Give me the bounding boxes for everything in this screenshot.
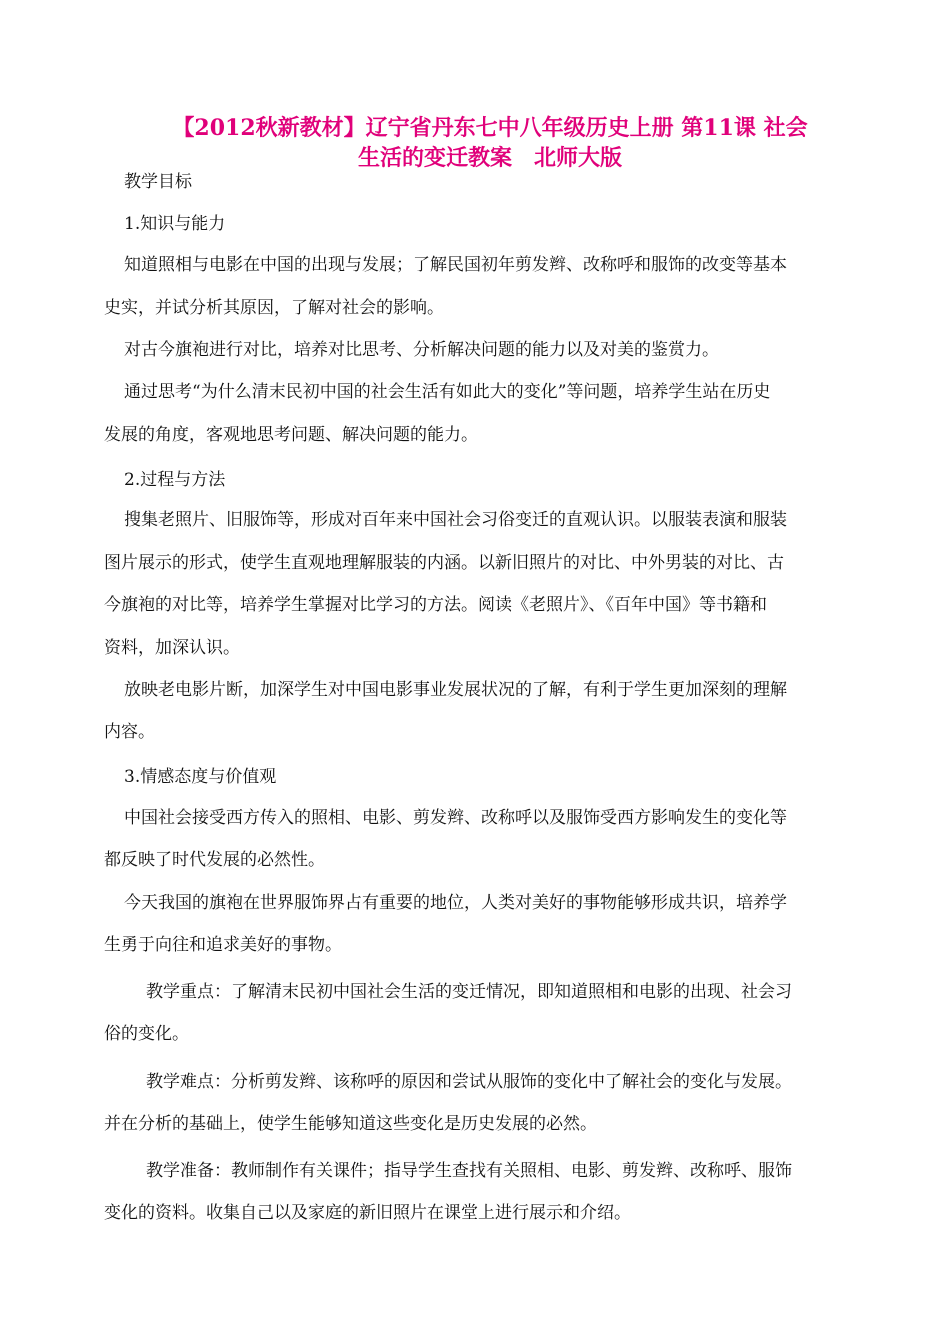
paragraph-line: 并在分析的基础上，使学生能够知道这些变化是历史发展的必然。 <box>104 1114 597 1134</box>
paragraph-line: 知道照相与电影在中国的出现与发展；了解民国初年剪发辫、改称呼和服饰的改变等基本 <box>124 255 787 275</box>
paragraph-line: 俗的变化。 <box>104 1024 189 1044</box>
paragraph-line: 变化的资料。收集自己以及家庭的新旧照片在课堂上进行展示和介绍。 <box>104 1203 631 1223</box>
paragraph-teaching-preparation: 教学准备：教师制作有关课件；指导学生查找有关照相、电影、剪发辫、改称呼、服饰 <box>146 1161 792 1181</box>
paragraph-line: 中国社会接受西方传入的照相、电影、剪发辫、改称呼以及服饰受西方影响发生的变化等 <box>124 808 787 828</box>
section-heading-teaching-goals: 教学目标 <box>124 172 192 192</box>
paragraph-line: 内容。 <box>104 722 155 742</box>
paragraph-line: 通过思考“为什么清末民初中国的社会生活有如此大的变化”等问题，培养学生站在历史 <box>124 382 771 402</box>
subheading-emotion-values: 3.情感态度与价值观 <box>124 767 277 787</box>
document-title-line-1: 【2012秋新教材】辽宁省丹东七中八年级历史上册 第11课 社会 <box>172 115 808 141</box>
paragraph-teaching-difficulty: 教学难点：分析剪发辫、该称呼的原因和尝试从服饰的变化中了解社会的变化与发展。 <box>146 1072 792 1092</box>
paragraph-line: 放映老电影片断，加深学生对中国电影事业发展状况的了解，有利于学生更加深刻的理解 <box>124 680 787 700</box>
paragraph-line: 生勇于向往和追求美好的事物。 <box>104 935 342 955</box>
paragraph-teaching-focus: 教学重点：了解清末民初中国社会生活的变迁情况，即知道照相和电影的出现、社会习 <box>146 982 792 1002</box>
paragraph-line: 今天我国的旗袍在世界服饰界占有重要的地位，人类对美好的事物能够形成共识，培养学 <box>124 893 787 913</box>
subheading-process-method: 2.过程与方法 <box>124 470 226 490</box>
paragraph-line: 对古今旗袍进行对比，培养对比思考、分析解决问题的能力以及对美的鉴赏力。 <box>124 340 719 360</box>
paragraph-line: 都反映了时代发展的必然性。 <box>104 850 325 870</box>
subheading-knowledge-ability: 1.知识与能力 <box>124 214 226 234</box>
paragraph-line: 发展的角度，客观地思考问题、解决问题的能力。 <box>104 425 478 445</box>
paragraph-line: 资料，加深认识。 <box>104 638 240 658</box>
paragraph-line: 搜集老照片、旧服饰等，形成对百年来中国社会习俗变迁的直观认识。以服装表演和服装 <box>124 510 787 530</box>
paragraph-line: 图片展示的形式，使学生直观地理解服装的内涵。以新旧照片的对比、中外男装的对比、古 <box>104 553 784 573</box>
paragraph-line: 史实，并试分析其原因，了解对社会的影响。 <box>104 298 444 318</box>
document-title-line-2: 生活的变迁教案 北师大版 <box>357 145 622 171</box>
paragraph-line: 今旗袍的对比等，培养学生掌握对比学习的方法。阅读《老照片》、《百年中国》等书籍和 <box>104 595 767 615</box>
